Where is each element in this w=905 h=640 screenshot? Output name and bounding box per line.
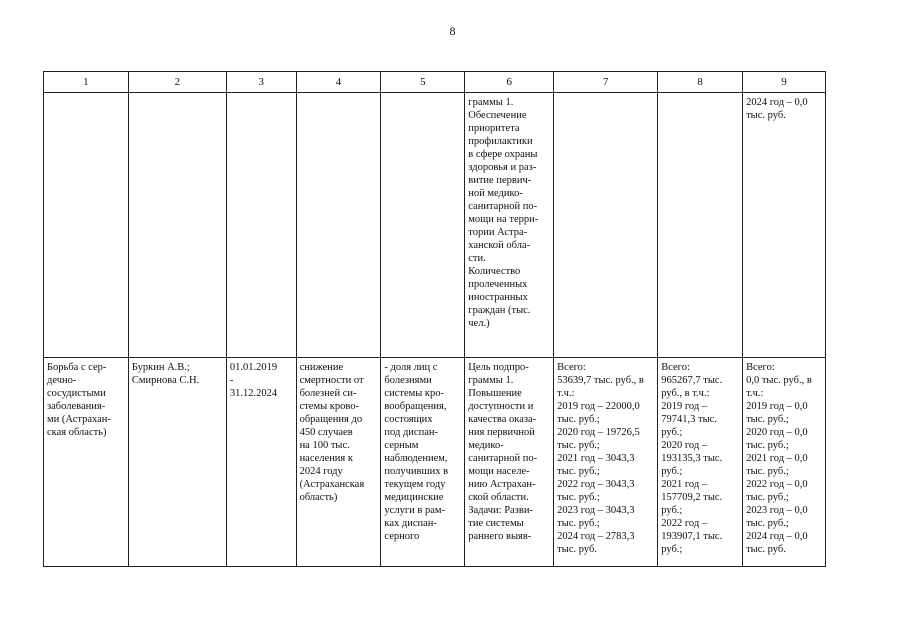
project-name-cell: Борьба с сер- дечно- сосудистыми заболевания- ми (Астрахан- ская область) bbox=[44, 358, 129, 567]
table-cell bbox=[128, 93, 226, 358]
table-row bbox=[44, 358, 826, 567]
page-number: 8 bbox=[449, 24, 456, 38]
funding-cell: Всего: 0,0 тыс. руб., в т.ч.: 2019 год – 0,0 тыс. руб.; 2020 год – 0,0 тыс. руб.; 2021 год – 0,0 тыс. руб.; 2022 год – 0,0 тыс. руб.; 2023 год – 0,0 тыс. руб.; 2024 год – 0,0 тыс. руб. bbox=[743, 358, 826, 567]
column-header: 5 bbox=[381, 72, 465, 93]
column-header: 8 bbox=[658, 72, 743, 93]
column-header: 4 bbox=[296, 72, 381, 93]
column-header: 9 bbox=[743, 72, 826, 93]
table-cell bbox=[296, 93, 381, 358]
column-header: 2 bbox=[128, 72, 226, 93]
goals-cell: Цель подпро- граммы 1. Повышение доступности и качества оказа- ния первичной медико- санитарной по- мощи населе- нию Астрахан- ской области. Задачи: Разви- тие системы раннего выяв- bbox=[465, 358, 554, 567]
column-header: 7 bbox=[554, 72, 658, 93]
goals-cell: граммы 1. Обеспечение приоритета профилактики в сфере охраны здоровья и раз- витие первич- ной медико- санитарной по- мощи на терри- тории Астра- ханской обла- сти. Количество пролеченных иностранных граждан (тыс. чел.) bbox=[465, 93, 554, 358]
program-table bbox=[43, 71, 826, 567]
column-header: 3 bbox=[226, 72, 296, 93]
funding-cell: Всего: 53639,7 тыс. руб., в т.ч.: 2019 год – 22000,0 тыс. руб.; 2020 год – 19726,5 тыс. руб.; 2021 год – 3043,3 тыс. руб.; 2022 год – 3043,3 тыс. руб.; 2023 год – 3043,3 тыс. руб.; 2024 год – 2783,3 тыс. руб. bbox=[554, 358, 658, 567]
column-header: 6 bbox=[465, 72, 554, 93]
table-cell bbox=[554, 93, 658, 358]
table-row bbox=[44, 93, 826, 358]
table-cell bbox=[658, 93, 743, 358]
table-header-row bbox=[44, 72, 826, 93]
funding-cell: Всего: 965267,7 тыс. руб., в т.ч.: 2019 год – 79741,3 тыс. руб.; 2020 год – 193135,3 тыс. руб.; 2021 год – 157709,2 тыс. руб.; 2022 год – 193907,1 тыс. руб.; bbox=[658, 358, 743, 567]
target-cell: снижение смертности от болезней си- стемы крово- обращения до 450 случаев на 100 тыс. населения к 2024 году (Астраханская область) bbox=[296, 358, 381, 567]
period-cell: 01.01.2019 - 31.12.2024 bbox=[226, 358, 296, 567]
column-header: 1 bbox=[44, 72, 129, 93]
table-cell bbox=[381, 93, 465, 358]
table-cell bbox=[44, 93, 129, 358]
indicator-cell: - доля лиц с болезнями системы кро- вообращения, состоящих под диспан- серным наблюдением, получивших в текущем году медицинские услуги в рам- ках диспан- серного bbox=[381, 358, 465, 567]
responsible-cell: Буркин А.В.; Смирнова С.Н. bbox=[128, 358, 226, 567]
funding-cell: 2024 год – 0,0 тыс. руб. bbox=[743, 93, 826, 358]
table-cell bbox=[226, 93, 296, 358]
